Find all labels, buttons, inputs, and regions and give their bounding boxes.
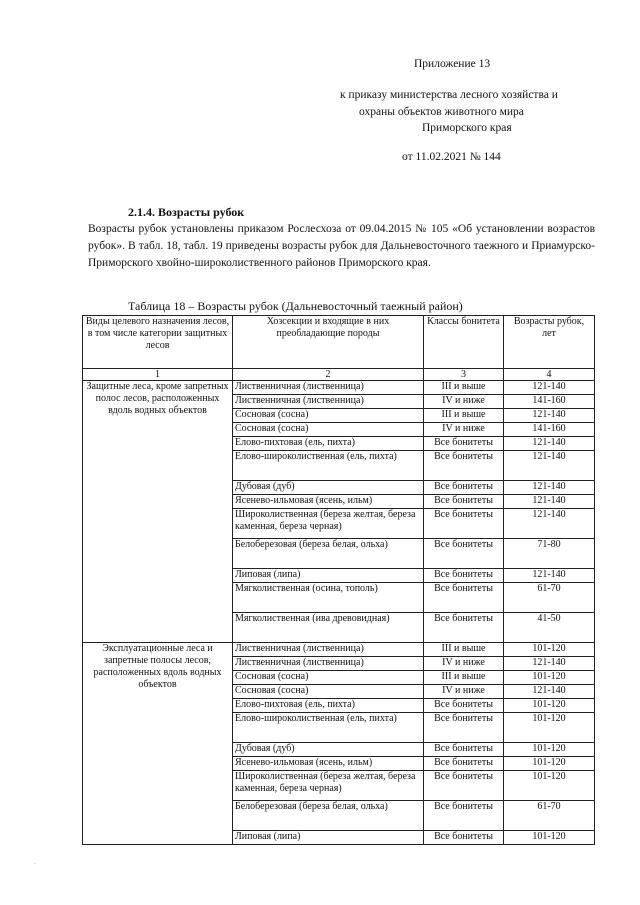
- appendix-title: Приложение 13: [414, 58, 491, 70]
- bonitet-cell: Все бонитеты: [424, 509, 504, 539]
- cutting-age-cell: 101-120: [504, 671, 595, 685]
- section-cell: Сосновая (сосна): [233, 423, 424, 437]
- bonitet-cell: III и выше: [424, 643, 504, 657]
- table-header-row: [83, 316, 595, 369]
- forest-purpose-cell: Защитные леса, кроме запретных полос лесов, расположенных вдоль водных объектов: [83, 381, 233, 643]
- cutting-age-cell: 101-120: [504, 643, 595, 657]
- column-header-sections: Хозсекции и входящие в них преобладающие породы: [233, 316, 424, 369]
- section-cell: Сосновая (сосна): [233, 409, 424, 423]
- column-header-cutting-age: Возрасты рубок, лет: [504, 316, 595, 369]
- column-header-forest-purpose: Виды целевого назначения лесов, в том числе категории защитных лесов: [83, 316, 233, 369]
- order-line-3: Приморского края: [422, 122, 512, 134]
- section-cell: Лиственничная (лиственница): [233, 381, 424, 395]
- column-number: 4: [504, 369, 595, 381]
- bonitet-cell: III и выше: [424, 381, 504, 395]
- section-cell: Ясенево-ильмовая (ясень, ильм): [233, 495, 424, 509]
- order-line-1: к приказу министерства лесного хозяйства и: [340, 89, 558, 101]
- cutting-age-cell: 71-80: [504, 539, 595, 569]
- column-number-row: [83, 369, 595, 381]
- cutting-age-cell: 101-120: [504, 757, 595, 771]
- forest-purpose-cell: Эксплуатационные леса и запретные полосы лесов, расположенных вдоль водных объектов: [83, 643, 233, 845]
- bonitet-cell: IV и ниже: [424, 395, 504, 409]
- column-number: 2: [233, 369, 424, 381]
- bonitet-cell: Все бонитеты: [424, 743, 504, 757]
- bonitet-cell: Все бонитеты: [424, 437, 504, 451]
- bonitet-cell: IV и ниже: [424, 423, 504, 437]
- table-caption: Таблица 18 – Возрасты рубок (Дальневосточный таежный район): [128, 299, 463, 313]
- order-line-2: охраны объектов животного мира: [359, 106, 524, 118]
- bonitet-cell: Все бонитеты: [424, 699, 504, 713]
- cutting-age-cell: 121-140: [504, 409, 595, 423]
- order-date: от 11.02.2021 № 144: [402, 151, 501, 163]
- section-cell: Белоберезовая (береза белая, ольха): [233, 539, 424, 569]
- table-row: [83, 381, 595, 395]
- bonitet-cell: III и выше: [424, 671, 504, 685]
- section-cell: Сосновая (сосна): [233, 685, 424, 699]
- cutting-age-cell: 121-140: [504, 381, 595, 395]
- bonitet-cell: Все бонитеты: [424, 801, 504, 831]
- section-cell: Ясенево-ильмовая (ясень, ильм): [233, 757, 424, 771]
- cutting-age-cell: 101-120: [504, 743, 595, 757]
- cutting-age-cell: 141-160: [504, 423, 595, 437]
- section-cell: Елово-широколиственная (ель, пихта): [233, 713, 424, 743]
- bonitet-cell: Все бонитеты: [424, 613, 504, 643]
- bonitet-cell: Все бонитеты: [424, 713, 504, 743]
- cutting-age-cell: 121-140: [504, 685, 595, 699]
- section-cell: Елово-широколиственная (ель, пихта): [233, 451, 424, 481]
- column-header-bonitet: Классы бонитета: [424, 316, 504, 369]
- section-paragraph: Возрасты рубок установлены приказом Рослесхоза от 09.04.2015 № 105 «Об установлении возрастов рубок». В табл. 18, табл. 19 приведены возрасты рубок для Дальневосточного таежного и Приамурско-Приморского хвойно-широколиственного районов Приморского края.: [88, 223, 595, 269]
- section-cell: Широколиственная (береза желтая, береза каменная, береза черная): [233, 509, 424, 539]
- cutting-age-cell: 121-140: [504, 451, 595, 481]
- cutting-age-table: [82, 315, 595, 845]
- cutting-age-cell: 121-140: [504, 495, 595, 509]
- bonitet-cell: Все бонитеты: [424, 757, 504, 771]
- bonitet-cell: Все бонитеты: [424, 831, 504, 845]
- bonitet-cell: Все бонитеты: [424, 771, 504, 801]
- section-cell: Широколиственная (береза желтая, береза каменная, береза черная): [233, 771, 424, 801]
- cutting-age-cell: 41-50: [504, 613, 595, 643]
- section-cell: Лиственничная (лиственница): [233, 657, 424, 671]
- section-cell: Елово-пихтовая (ель, пихта): [233, 437, 424, 451]
- cutting-age-cell: 121-140: [504, 569, 595, 583]
- bonitet-cell: III и выше: [424, 409, 504, 423]
- cutting-age-cell: 61-70: [504, 801, 595, 831]
- section-cell: Липовая (липа): [233, 569, 424, 583]
- section-cell: Мягколиственная (ива древовидная): [233, 613, 424, 643]
- column-number: 1: [83, 369, 233, 381]
- bonitet-cell: Все бонитеты: [424, 569, 504, 583]
- bonitet-cell: Все бонитеты: [424, 539, 504, 569]
- section-cell: Елово-пихтовая (ель, пихта): [233, 699, 424, 713]
- bonitet-cell: Все бонитеты: [424, 451, 504, 481]
- cutting-age-cell: 61-70: [504, 583, 595, 613]
- section-cell: Лиственничная (лиственница): [233, 395, 424, 409]
- cutting-age-cell: 121-140: [504, 437, 595, 451]
- table-row: [83, 643, 595, 657]
- section-cell: Белоберезовая (береза белая, ольха): [233, 801, 424, 831]
- bonitet-cell: IV и ниже: [424, 685, 504, 699]
- bonitet-cell: Все бонитеты: [424, 495, 504, 509]
- section-cell: Лиственничная (лиственница): [233, 643, 424, 657]
- cutting-age-cell: 101-120: [504, 713, 595, 743]
- section-cell: Сосновая (сосна): [233, 671, 424, 685]
- section-cell: Мягколиственная (осина, тополь): [233, 583, 424, 613]
- bonitet-cell: IV и ниже: [424, 657, 504, 671]
- scan-mark: .: [34, 858, 36, 866]
- bonitet-cell: Все бонитеты: [424, 583, 504, 613]
- cutting-age-cell: 101-120: [504, 771, 595, 801]
- section-cell: Липовая (липа): [233, 831, 424, 845]
- column-number: 3: [424, 369, 504, 381]
- cutting-age-cell: 101-120: [504, 831, 595, 845]
- section-cell: Дубовая (дуб): [233, 743, 424, 757]
- cutting-age-cell: 121-140: [504, 657, 595, 671]
- bonitet-cell: Все бонитеты: [424, 481, 504, 495]
- cutting-age-cell: 101-120: [504, 699, 595, 713]
- cutting-age-cell: 121-140: [504, 481, 595, 495]
- section-cell: Дубовая (дуб): [233, 481, 424, 495]
- cutting-age-cell: 121-140: [504, 509, 595, 539]
- cutting-age-cell: 141-160: [504, 395, 595, 409]
- section-title: 2.1.4. Возрасты рубок: [128, 205, 245, 219]
